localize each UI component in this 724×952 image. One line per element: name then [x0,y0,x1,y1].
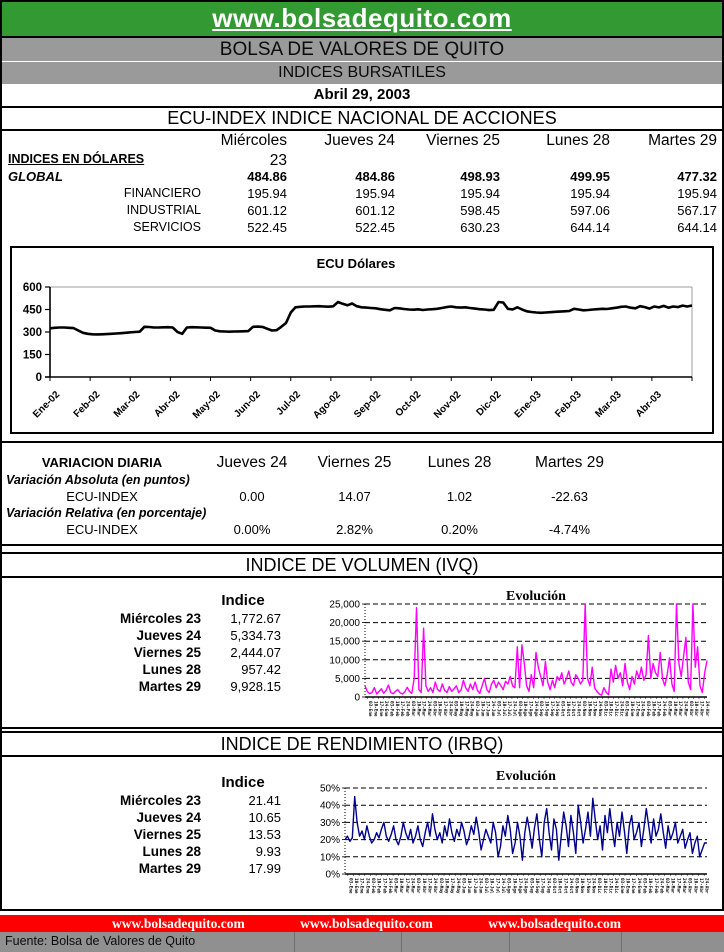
column-header: Martes 29 [535,454,604,471]
svg-text:03-Ene: 03-Ene [618,878,624,894]
svg-text:Feb-03: Feb-03 [553,389,584,420]
svg-text:300: 300 [22,327,42,339]
svg-text:10-Sep: 10-Sep [533,878,539,894]
svg-text:Jul-02: Jul-02 [274,389,303,418]
cell-value: 0.00% [233,522,271,537]
svg-text:17-Abr: 17-Abr [426,878,432,894]
svg-text:Abr-03: Abr-03 [633,389,664,420]
svg-text:24-Dic: 24-Dic [618,701,624,717]
ivq-table [2,591,292,695]
row-label: GLOBAL [8,169,63,184]
svg-text:03-Mar: 03-Mar [664,878,670,894]
ecu-index-section-title: ECU-INDEX INDICE NACIONAL DE ACCIONES [2,108,722,129]
svg-text:24-Abr: 24-Abr [703,878,709,894]
svg-text:17-Mar: 17-Mar [675,878,681,894]
site-url-link[interactable]: www.bolsadequito.com [212,3,512,33]
table-row [2,644,292,661]
svg-text:10-Mar: 10-Mar [415,701,421,717]
svg-text:03-Ene: 03-Ene [347,878,353,894]
svg-text:17-Abr: 17-Abr [698,701,704,717]
svg-text:17-Mar: 17-Mar [677,701,683,717]
svg-text:03-Abr: 03-Abr [431,701,437,717]
svg-text:0: 0 [354,692,360,704]
svg-text:Evolución: Evolución [506,589,566,604]
svg-text:03-Oct: 03-Oct [559,701,565,717]
svg-text:10-May: 10-May [443,878,449,894]
svg-text:17-Nov: 17-Nov [584,878,590,894]
table-row [2,843,292,860]
cell-value: 195.94 [355,186,395,201]
column-header: Indice [221,774,265,791]
irbq-table-header [2,773,292,792]
table-row [2,185,721,202]
svg-text:10-Abr: 10-Abr [420,878,426,894]
svg-text:24-Ene: 24-Ene [383,701,389,717]
group-row [2,151,721,168]
row-label: Martes 29 [138,861,201,876]
svg-text:03-Jun: 03-Jun [474,701,480,717]
cell-value: 522.45 [355,220,395,235]
svg-text:Jun-02: Jun-02 [232,389,263,420]
svg-text:24-Dic: 24-Dic [613,878,619,894]
cell-value: 1,772.67 [230,611,281,626]
svg-text:24-Ene: 24-Ene [639,701,645,717]
cell-value: 477.32 [677,169,717,184]
table-row [2,792,292,809]
svg-text:17-Dic: 17-Dic [607,878,613,894]
divider [509,932,510,952]
svg-text:17-Feb: 17-Feb [652,878,658,894]
column-header: Lunes 28 [546,132,610,149]
table-row [2,627,292,644]
svg-text:03-Abr: 03-Abr [686,878,692,894]
svg-text:24-Abr: 24-Abr [432,878,438,894]
cell-value: 598.45 [460,203,500,218]
cell-value: 2,444.07 [230,645,281,660]
cell-value: 195.94 [570,186,610,201]
cell-value: 522.45 [247,220,287,235]
row-label: SERVICIOS [133,220,201,234]
svg-text:10-Sep: 10-Sep [543,701,549,717]
cell-value: 195.94 [247,186,287,201]
svg-text:10-Dic: 10-Dic [607,701,613,717]
svg-text:17-Jun: 17-Jun [471,878,477,894]
footer-url-link[interactable]: www.bolsadequito.com [112,915,245,931]
svg-text:10-Mar: 10-Mar [669,878,675,894]
svg-text:03-Feb: 03-Feb [645,701,651,717]
column-header: Miércoles 23 [220,132,287,169]
svg-text:24-Nov: 24-Nov [596,701,602,717]
svg-text:Evolución: Evolución [496,769,556,784]
svg-text:10-Dic: 10-Dic [601,878,607,894]
svg-text:Mar-03: Mar-03 [593,389,624,420]
cell-value: 13.53 [248,827,281,842]
svg-text:24-Jul: 24-Jul [511,701,517,717]
svg-text:17-Jun: 17-Jun [484,701,490,717]
cell-value: -22.63 [551,489,588,504]
svg-text:24-Feb: 24-Feb [404,701,410,717]
svg-text:03-May: 03-May [452,701,458,717]
svg-text:0%: 0% [325,869,340,881]
cell-value: 498.93 [460,169,500,184]
cell-value: 0.00 [239,489,265,504]
column-header: Viernes 25 [426,132,500,149]
svg-text:Oct-02: Oct-02 [393,389,424,420]
svg-text:03-Jul: 03-Jul [495,701,501,717]
row-label: ECU-INDEX [66,522,138,537]
divider [401,932,402,952]
svg-text:03-Mar: 03-Mar [409,701,415,717]
cell-value: 5,334.73 [230,628,281,643]
table-row [2,809,292,826]
table-row [2,661,292,678]
column-header: Jueves 24 [324,132,395,149]
cell-value: 644.14 [570,220,610,235]
svg-text:50%: 50% [319,783,340,795]
svg-text:17-Ene: 17-Ene [634,701,640,717]
footer-url-link[interactable]: www.bolsadequito.com [488,915,621,931]
svg-text:10-Jun: 10-Jun [466,878,472,894]
svg-text:03-Abr: 03-Abr [415,878,421,894]
svg-text:17-Feb: 17-Feb [381,878,387,894]
cell-value: 484.86 [355,169,395,184]
cell-value: -4.74% [548,522,591,537]
svg-text:17-Ago: 17-Ago [517,878,523,894]
svg-text:10-Nov: 10-Nov [579,878,585,894]
footer-url-link[interactable]: www.bolsadequito.com [300,915,433,931]
svg-text:24-Ago: 24-Ago [522,878,528,894]
table-row [2,202,721,219]
irbq-evolucion-chart [300,762,724,912]
column-header: Martes 29 [648,132,717,149]
svg-text:10-Ene: 10-Ene [624,878,630,894]
svg-text:17-Jul: 17-Jul [494,878,500,894]
divider [2,727,722,729]
svg-text:03-Ago: 03-Ago [516,701,522,717]
svg-text:03-Ene: 03-Ene [367,701,373,717]
svg-text:24-May: 24-May [454,878,460,894]
svg-text:40%: 40% [319,800,340,812]
svg-text:24-Mar: 24-Mar [681,878,687,894]
cell-value: 601.12 [247,203,287,218]
svg-text:24-Feb: 24-Feb [386,878,392,894]
svg-text:10-Feb: 10-Feb [393,701,399,717]
report-date: Abril 29, 2003 [313,86,411,103]
svg-text:03-Mar: 03-Mar [666,701,672,717]
svg-text:20%: 20% [319,835,340,847]
irbq-table [2,773,292,877]
svg-text:03-Ene: 03-Ene [623,701,629,717]
row-label: Jueves 24 [136,810,201,825]
svg-text:May-02: May-02 [190,389,223,422]
svg-text:17-Ene: 17-Ene [358,878,364,894]
svg-text:24-Ene: 24-Ene [635,878,641,894]
cell-value: 567.17 [677,203,717,218]
cell-value: 601.12 [355,203,395,218]
svg-text:15,000: 15,000 [329,636,360,648]
svg-text:10-Feb: 10-Feb [647,878,653,894]
table-row [2,610,292,627]
svg-text:24-Ago: 24-Ago [532,701,538,717]
site-banner [2,2,722,38]
svg-text:03-Jul: 03-Jul [483,878,489,894]
svg-text:Nov-02: Nov-02 [432,389,464,421]
table-row [2,521,722,538]
svg-text:5,000: 5,000 [334,673,360,685]
row-label: Lunes 28 [142,844,201,859]
row-label: INDUSTRIAL [126,203,201,217]
svg-text:03-Feb: 03-Feb [641,878,647,894]
svg-text:24-Jun: 24-Jun [477,878,483,894]
svg-text:24-Abr: 24-Abr [447,701,453,717]
svg-text:20,000: 20,000 [329,618,360,630]
svg-text:17-Oct: 17-Oct [562,878,568,894]
row-label: Lunes 28 [142,662,201,677]
svg-text:17-May: 17-May [463,701,469,717]
svg-text:10-Ago: 10-Ago [511,878,517,894]
svg-text:24-Ene: 24-Ene [364,878,370,894]
column-header: Lunes 28 [427,454,492,471]
cell-value: 10.65 [248,810,281,825]
svg-text:17-Nov: 17-Nov [591,701,597,717]
svg-text:10-Mar: 10-Mar [671,701,677,717]
svg-text:10-Ago: 10-Ago [522,701,528,717]
divider [294,932,295,952]
variacion-section-label: Variación Absoluta (en puntos) [6,473,190,487]
svg-text:03-Oct: 03-Oct [550,878,556,894]
svg-text:17-Ene: 17-Ene [630,878,636,894]
svg-text:17-Dic: 17-Dic [612,701,618,717]
svg-text:600: 600 [22,282,42,294]
svg-text:Mar-02: Mar-02 [111,389,143,420]
svg-text:17-Feb: 17-Feb [655,701,661,717]
svg-text:17-Abr: 17-Abr [698,878,704,894]
table-row [2,219,721,236]
svg-text:10-May: 10-May [458,701,464,717]
svg-text:03-Nov: 03-Nov [580,701,586,717]
row-label: Viernes 25 [133,827,201,842]
svg-text:10-Oct: 10-Oct [564,701,570,717]
svg-text:03-Abr: 03-Abr [687,701,693,717]
svg-text:Feb-02: Feb-02 [71,389,103,420]
svg-text:10-Nov: 10-Nov [586,701,592,717]
source-note: Fuente: Bolsa de Valores de Quito [0,932,724,952]
svg-text:24-Feb: 24-Feb [658,878,664,894]
svg-text:24-Sep: 24-Sep [554,701,560,717]
table-row [2,826,292,843]
svg-text:Ago-02: Ago-02 [311,389,343,422]
svg-text:ECU Dólares: ECU Dólares [316,256,396,271]
svg-text:17-Sep: 17-Sep [539,878,545,894]
cell-value: 9.93 [255,844,281,859]
cell-value: 1.02 [446,489,473,504]
column-header: Indice [221,592,265,609]
svg-text:10-Ene: 10-Ene [372,701,378,717]
svg-text:10,000: 10,000 [329,655,360,667]
divider [621,932,622,952]
cell-value: 499.95 [570,169,610,184]
svg-text:10-Jun: 10-Jun [479,701,485,717]
svg-text:10-Ene: 10-Ene [352,878,358,894]
cell-value: 597.06 [570,203,610,218]
variacion-diaria-table [2,441,722,546]
cell-value: 21.41 [248,793,281,808]
svg-text:Abr-02: Abr-02 [152,389,183,420]
svg-text:10-Ene: 10-Ene [629,701,635,717]
ivq-section-title: INDICE DE VOLUMEN (IVQ) [2,552,722,578]
svg-text:03-Nov: 03-Nov [573,878,579,894]
cell-value: 195.94 [677,186,717,201]
svg-text:03-May: 03-May [437,878,443,894]
table-row [2,860,292,877]
svg-text:10-Jul: 10-Jul [500,701,506,717]
svg-text:03-Dic: 03-Dic [602,701,608,717]
svg-text:17-Abr: 17-Abr [441,701,447,717]
svg-text:24-Jul: 24-Jul [500,878,506,894]
row-label: Viernes 25 [133,645,201,660]
variacion-header [2,454,722,472]
table-row [2,168,721,185]
table-row [2,488,722,505]
irbq-section-title: INDICE DE RENDIMIENTO (IRBQ) [2,731,722,757]
svg-text:Dic-02: Dic-02 [474,389,504,419]
cell-value: 2.82% [336,522,373,537]
svg-text:24-Sep: 24-Sep [545,878,551,894]
svg-text:24-Oct: 24-Oct [567,878,573,894]
svg-text:24-Mar: 24-Mar [682,701,688,717]
row-label: FINANCIERO [123,186,201,200]
variacion-section-label: Variación Relativa (en porcentaje) [6,506,207,520]
org-title: BOLSA DE VALORES DE QUITO [2,38,722,61]
svg-text:03-Feb: 03-Feb [369,878,375,894]
svg-text:Ene-03: Ene-03 [512,389,544,421]
svg-text:24-Oct: 24-Oct [575,701,581,717]
row-label: Miércoles 23 [119,793,201,808]
table-row [2,678,292,695]
cell-value: 484.86 [247,169,287,184]
ivq-table-header [2,591,292,610]
svg-text:17-Ago: 17-Ago [527,701,533,717]
svg-text:24-Mar: 24-Mar [425,701,431,717]
svg-text:17-Mar: 17-Mar [403,878,409,894]
report-subtitle: INDICES BURSATILES [2,62,722,84]
svg-text:17-Sep: 17-Sep [548,701,554,717]
footer-link-bar [0,915,724,932]
svg-text:17-Oct: 17-Oct [570,701,576,717]
svg-text:10-Oct: 10-Oct [556,878,562,894]
svg-text:25,000: 25,000 [329,599,360,611]
svg-text:24-Jun: 24-Jun [490,701,496,717]
group-label: INDICES EN DÓLARES [8,152,145,166]
svg-text:03-Jun: 03-Jun [460,878,466,894]
cell-value: 957.42 [241,662,281,677]
svg-text:17-Feb: 17-Feb [399,701,405,717]
cell-value: 630.23 [460,220,500,235]
svg-text:24-Nov: 24-Nov [590,878,596,894]
svg-text:10-Abr: 10-Abr [436,701,442,717]
svg-text:03-Sep: 03-Sep [528,878,534,894]
svg-text:03-Mar: 03-Mar [392,878,398,894]
column-header: Viernes 25 [317,454,392,471]
svg-text:24-Mar: 24-Mar [409,878,415,894]
cell-value: 644.14 [677,220,717,235]
svg-text:17-Ene: 17-Ene [377,701,383,717]
svg-text:24-Feb: 24-Feb [661,701,667,717]
column-header: Jueves 24 [216,454,288,471]
cell-value: 195.94 [460,186,500,201]
row-label: Jueves 24 [136,628,201,643]
ecu-dolares-chart [10,246,714,434]
svg-text:17-Mar: 17-Mar [420,701,426,717]
cell-value: 0.20% [441,522,478,537]
cell-value: 17.99 [248,861,281,876]
svg-text:30%: 30% [319,817,340,829]
svg-text:0: 0 [35,372,42,384]
svg-text:10-Feb: 10-Feb [375,878,381,894]
svg-text:Ene-02: Ene-02 [31,389,63,421]
row-label: ECU-INDEX [66,489,138,504]
svg-text:17-May: 17-May [449,878,455,894]
row-label: Miércoles 23 [119,611,201,626]
svg-text:24-Abr: 24-Abr [703,701,709,717]
svg-text:10-Feb: 10-Feb [650,701,656,717]
svg-text:10-Jul: 10-Jul [488,878,494,894]
svg-text:150: 150 [22,349,42,362]
svg-text:03-Dic: 03-Dic [596,878,602,894]
svg-text:24-May: 24-May [468,701,474,717]
cell-value: 9,928.15 [230,679,281,694]
cell-value: 14.07 [338,489,371,504]
svg-text:10%: 10% [319,852,340,864]
svg-text:03-Ago: 03-Ago [505,878,511,894]
variacion-title: VARIACION DIARIA [41,455,163,470]
ivq-evolucion-chart [300,582,724,728]
svg-text:Sep-02: Sep-02 [352,389,384,421]
svg-text:10-Abr: 10-Abr [692,878,698,894]
ecu-dolares-chart-canvas [12,248,712,432]
row-label: Martes 29 [138,679,201,694]
svg-text:17-Jul: 17-Jul [506,701,512,717]
svg-text:10-Mar: 10-Mar [398,878,404,894]
svg-text:450: 450 [22,304,42,317]
svg-text:03-Sep: 03-Sep [538,701,544,717]
svg-text:10-Abr: 10-Abr [693,701,699,717]
svg-text:03-Feb: 03-Feb [388,701,394,717]
indices-table [2,131,721,236]
